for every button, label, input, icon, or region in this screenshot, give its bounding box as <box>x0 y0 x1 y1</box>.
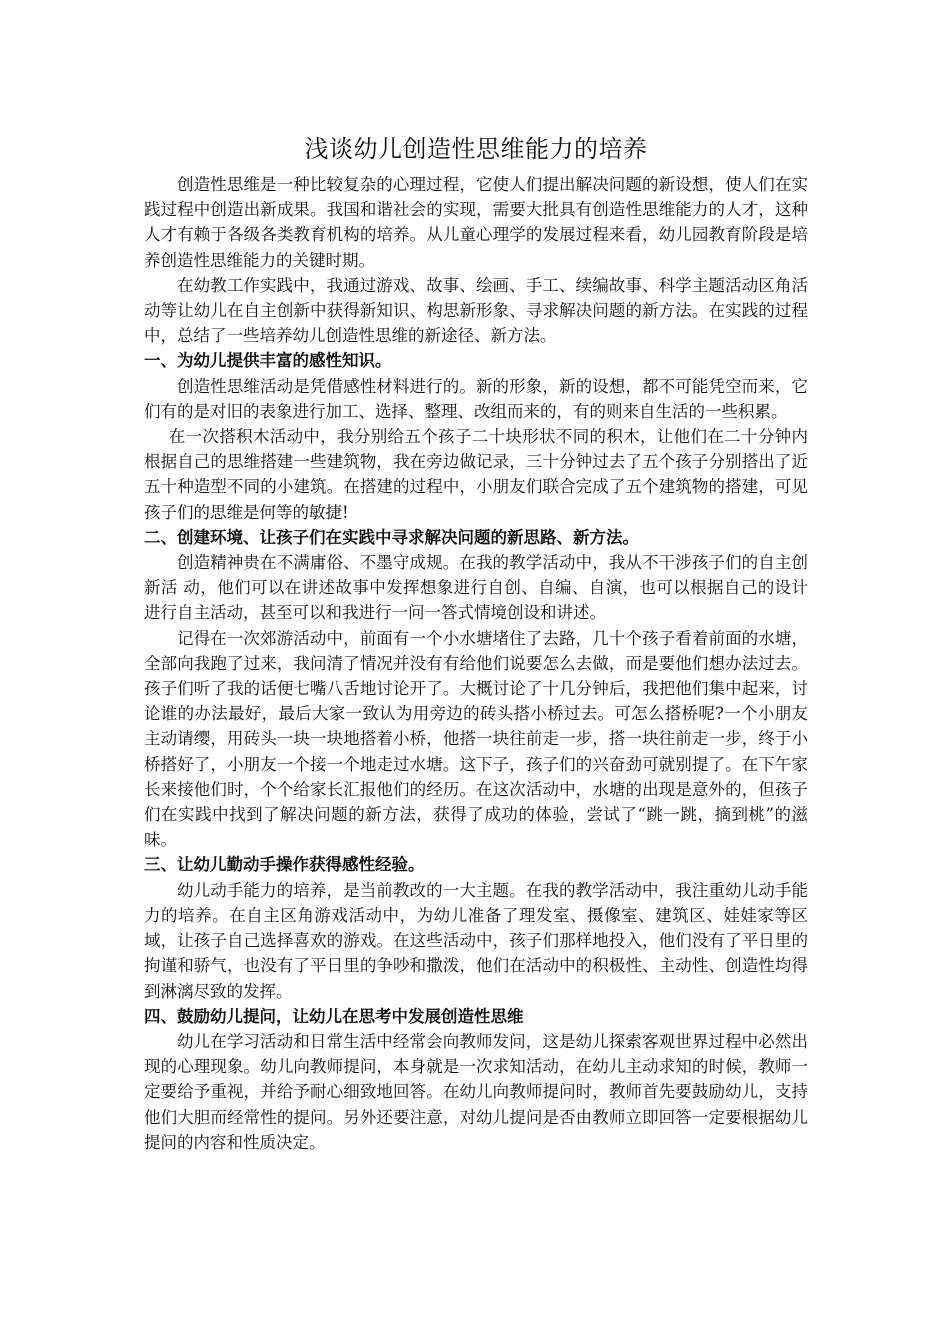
document-page <box>144 0 808 1155</box>
section-heading: 一、为幼儿提供丰富的感性知识。 <box>144 351 392 371</box>
paragraph: 创造性思维是一种比较复杂的心理过程，它使人们提出解决问题的新设想，使人们在实践过程中创造出新成果。我国和谐社会的实现，需要大批具有创造性思维能力的人才，这种人才有赖于各级各类教育机构的培养。从儿童心理学的发展过程来看，幼儿园教育阶段是培养创造性思维能力的关键时期。 <box>144 175 808 270</box>
paragraph: 幼儿在学习活动和日常生活中经常会向教师发问，这是幼儿探索客观世界过程中必然出现的心理现象。幼儿向教师提问，本身就是一次求知活动，在幼儿主动求知的时候，教师一定要给予重视，并给予耐心细致地回答。在幼儿向教师提问时，教师首先要鼓励幼儿，支持他们大胆而经常性的提问。另外还要注意，对幼儿提问是否由教师立即回答一定要根据幼儿提问的内容和性质决定。 <box>144 1031 808 1152</box>
document-title: 浅谈幼儿创造性思维能力的培养 <box>304 135 648 163</box>
document-body <box>144 172 808 1155</box>
paragraph: 创造精神贵在不满庸俗、不墨守成规。在我的教学活动中，我从不干涉孩子们的自主创新活 动，他们可以在讲述故事中发挥想象进行自创、自编、自演，也可以根据自己的设计进行自主活动，甚至可以和我进行一问一答式情境创设和讲述。 <box>144 553 808 623</box>
paragraph: 在幼教工作实践中，我通过游戏、故事、绘画、手工、续编故事、科学主题活动区角活动等让幼儿在自主创新中获得新知识、构思新形象、寻求解决问题的新方法。在实践的过程中，总结了一些培养幼儿创造性思维的新途径、新方法。 <box>144 275 808 346</box>
section-heading: 二、创建环境、让孩子们在实践中寻求解决问题的新思路、新方法。 <box>144 527 639 547</box>
section-heading: 四、鼓励幼儿提问，让幼儿在思考中发展创造性思维 <box>144 1006 524 1026</box>
paragraph: 在一次搭积木活动中，我分别给五个孩子二十块形状不同的积木，让他们在二十分钟内根据自己的思维搭建一些建筑物，我在旁边做记录，三十分钟过去了五个孩子分别搭出了近五十种造型不同的小建筑。在搭建的过程中，小朋友们联合完成了五个建筑物的搭建，可见孩子们的思维是何等的敏捷! <box>144 427 808 522</box>
paragraph: 创造性思维活动是凭借感性材料进行的。新的形象，新的设想，都不可能凭空而来，它们有的是对旧的表象进行加工、选择、整理、改组而来的，有的则来自生活的一些积累。 <box>144 376 808 421</box>
paragraph: 记得在一次郊游活动中，前面有一个小水塘堵住了去路，几十个孩子看着前面的水塘，全部向我跑了过来，我问清了情况并没有有给他们说要怎么去做，而是要他们想办法过去。孩子们听了我的话便七嘴八舌地讨论开了。大概讨论了十几分钟后，我把他们集中起来，讨论谁的办法最好，最后大家一致认为用旁边的砖头搭小桥过去。可怎么搭桥呢?一个小朋友主动请缨，用砖头一块一块地搭着小桥，他搭一块往前走一步，搭一块往前走一步，终于小桥搭好了，小朋友一个接一个地走过水塘。这下子，孩子们的兴奋劲可就别提了。在下午家长来接他们时，个个给家长汇报他们的经历。在这次活动中，水塘的出现是意外的，但孩子们在实践中找到了解决问题的新方法，获得了成功的体验，尝试了“跳一跳，摘到桃”的滋味。 <box>144 628 808 850</box>
paragraph: 幼儿动手能力的培养，是当前教改的一大主题。在我的教学活动中，我注重幼儿动手能力的培养。在自主区角游戏活动中，为幼儿准备了理发室、摄像室、建筑区、娃娃家等区域，让孩子自己选择喜欢的游戏。在这些活动中，孩子们那样地投入，他们没有了平日里的拘谨和骄气，也没有了平日里的争吵和撒泼，他们在活动中的积极性、主动性、创造性均得到淋漓尽致的发挥。 <box>144 880 808 1001</box>
section-heading: 三、让幼儿勤动手操作获得感性经验。 <box>144 855 425 875</box>
